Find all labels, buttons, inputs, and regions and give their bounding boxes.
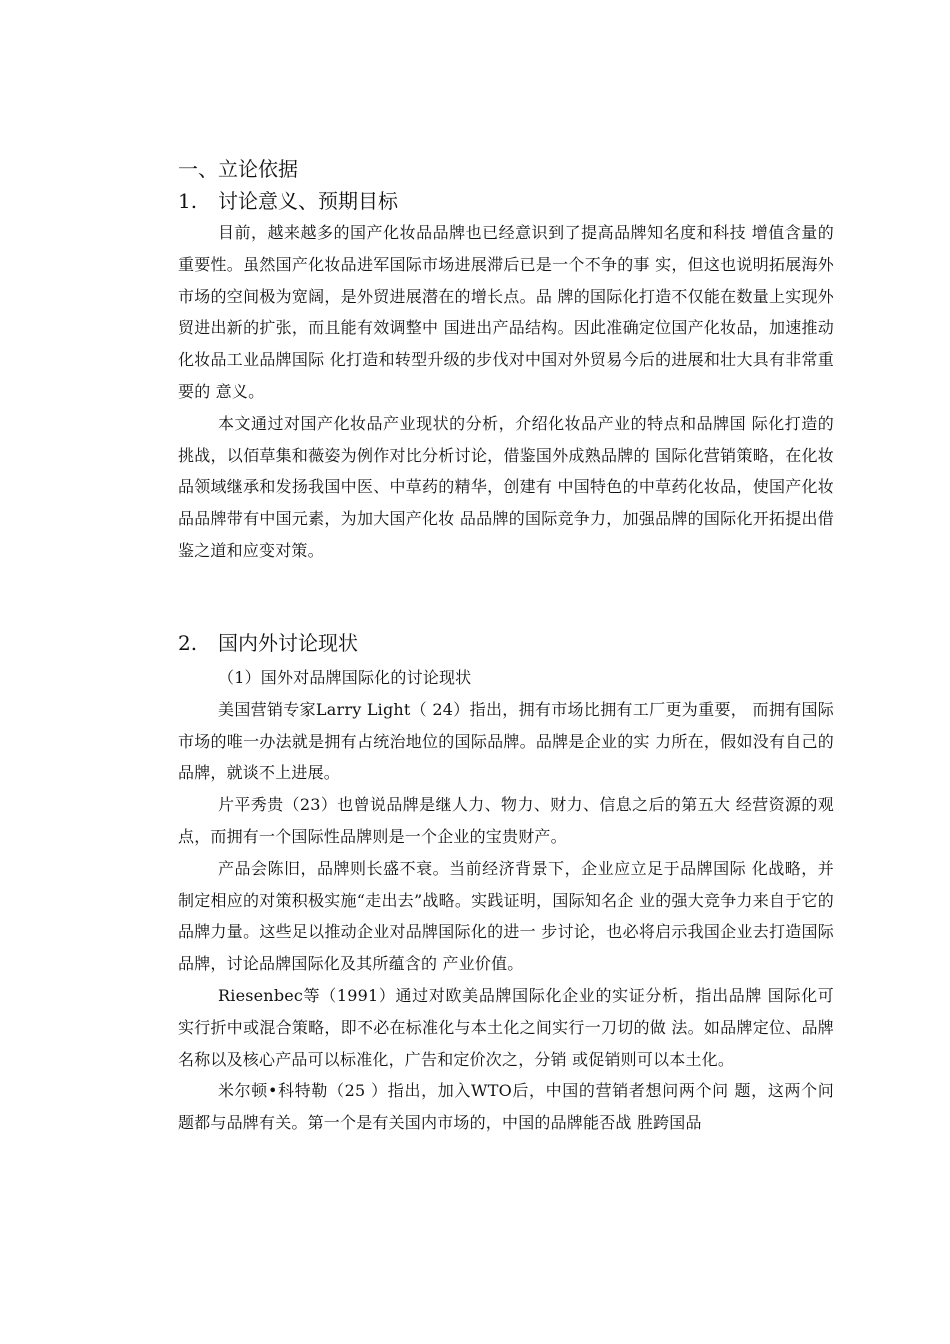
section-2-body (178, 662, 834, 1139)
section-1-body (178, 217, 834, 567)
paragraph: Riesenbec等（1991）通过对欧美品牌国际化企业的实证分析，指出品牌 国际化可实行折中或混合策略，即不必在标准化与本土化之间实行一刀切的做 法。如品牌定位、品牌名称以及核心产品可以标准化，广告和定价次之，分销 或促销则可以本土化。 (178, 985, 834, 1069)
paragraph: 产品会陈旧，品牌则长盛不衰。当前经济背景下，企业应立足于品牌国际 化战略，并制定相应的对策积极实施“走出去”战略。实践证明，国际知名企 业的强大竞争力来自于它的品牌力量。这些足以推动企业对品牌国际化的进一 步讨论，也必将启示我国企业去打造国际品牌，讨论品牌国际化及其所蕴含的 产业价值。 (178, 858, 834, 974)
heading-text: 讨论意义、预期目标 (218, 189, 398, 213)
paragraph: 目前，越来越多的国产化妆品品牌也已经意识到了提高品牌知名度和科技 增值含量的重要性。虽然国产化妆品进军国际市场进展滞后已是一个不争的事 实，但这也说明拓展海外市场的空间极为宽阔，是外贸进展潜在的增长点。品 牌的国际化打造不仅能在数量上实现外贸进出新的扩张，而且能有效调整中 国进出产品结构。因此准确定位国产化妆品，加速推动化妆品工业品牌国际 化打造和转型升级的步伐对中国对外贸易今后的进展和壮大具有非常重要的 意义。 (178, 223, 834, 401)
heading-number: 2. (178, 631, 198, 655)
paragraph: 美国营销专家Larry Light（ 24）指出，拥有市场比拥有工厂更为重要， 而拥有国际市场的唯一办法就是拥有占统治地位的国际品牌。品牌是企业的实 力所在，假如没有自己的品牌，就谈不上进展。 (178, 699, 834, 783)
heading-research-significance (178, 188, 398, 214)
paragraph: 米尔顿•科特勒（25 ）指出，加入WTO后，中国的营销者想问两个问 题，这两个问题都与品牌有关。第一个是有关国内市场的，中国的品牌能否战 胜跨国品 (178, 1081, 834, 1133)
paragraph: 片平秀贵（23）也曾说品牌是继人力、物力、财力、信息之后的第五大 经营资源的观点，而拥有一个国际性品牌则是一个企业的宝贵财产。 (178, 795, 834, 846)
section-title: 一、立论依据 (178, 157, 298, 181)
heading-number: 1. (178, 189, 198, 213)
heading-research-status (178, 630, 358, 656)
subheading: （1）国外对品牌国际化的讨论现状 (218, 668, 472, 687)
paragraph: 本文通过对国产化妆品产业现状的分析，介绍化妆品产业的特点和品牌国 际化打造的挑战，以佰草集和薇姿为例作对比分析讨论，借鉴国外成熟品牌的 国际化营销策略，在化妆品领域继承和发扬我国中医、中草药的精华，创建有 中国特色的中草药化妆品，使国产化妆品品牌带有中国元素，为加大国产化妆 品品牌的国际竞争力，加强品牌的国际化开拓提出借鉴之道和应变对策。 (178, 413, 834, 560)
heading-text: 国内外讨论现状 (218, 631, 358, 655)
